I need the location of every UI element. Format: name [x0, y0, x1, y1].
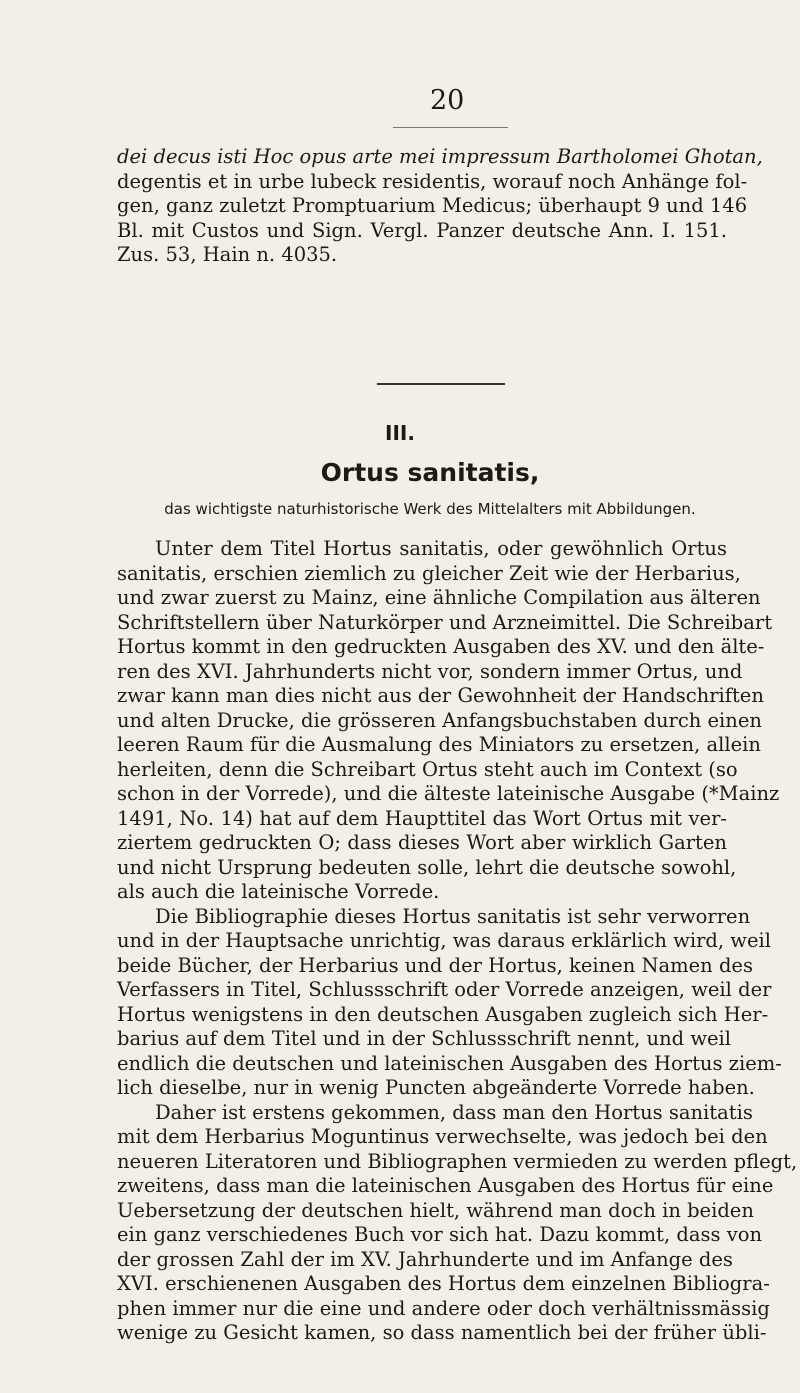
- body-line: als auch die lateinische Vorrede.: [117, 880, 440, 903]
- body-line: Verfassers in Titel, Schlussschrift oder Vorrede anzeigen, weil der: [117, 978, 772, 1001]
- intro-line: Zus. 53, Hain n. 4035.: [117, 243, 338, 266]
- intro-paragraph: [117, 145, 763, 268]
- page-number-rule: [393, 127, 508, 128]
- body-line: endlich die deutschen und lateinischen Ausgaben des Hortus ziem-: [117, 1051, 782, 1075]
- body-line: barius auf dem Titel und in der Schlussschrift nennt, und weil: [117, 1027, 732, 1050]
- body-line: Hortus kommt in den gedruckten Ausgaben des XV. und den älte-: [117, 635, 765, 658]
- body-line: und nicht Ursprung bedeuten solle, lehrt die deutsche sowohl,: [117, 855, 737, 879]
- body-line: Unter dem Titel Hortus sanitatis, oder gewöhnlich Ortus: [155, 537, 727, 560]
- intro-line: gen, ganz zuletzt Promptuarium Medicus; überhaupt 9 und 146: [117, 194, 748, 217]
- body-line: zwar kann man dies nicht aus der Gewohnheit der Handschriften: [117, 684, 764, 707]
- intro-line: degentis et in urbe lubeck residentis, worauf noch Anhänge fol-: [117, 169, 748, 193]
- body-line: wenige zu Gesicht kamen, so dass namentlich bei der früher übli-: [117, 1321, 767, 1344]
- body-line: Die Bibliographie dieses Hortus sanitatis ist sehr verworren: [155, 904, 751, 928]
- body-line: und alten Drucke, die grösseren Anfangsbuchstaben durch einen: [117, 708, 762, 732]
- body-line: ein ganz verschiedenes Buch vor sich hat. Dazu kommt, dass von: [117, 1223, 763, 1246]
- body-line: sanitatis, erschien ziemlich zu gleicher Zeit wie der Herbarius,: [117, 561, 741, 585]
- section-subtitle: das wichtigste naturhistorische Werk des Mittelalters mit Abbildungen.: [164, 500, 696, 518]
- section-title: Ortus sanitatis,: [320, 458, 540, 487]
- intro-line: Bl. mit Custos und Sign. Vergl. Panzer deutsche Ann. I. 151.: [117, 218, 727, 242]
- body-line: beide Bücher, der Herbarius und der Hortus, keinen Namen des: [117, 953, 753, 977]
- body-line: zweitens, dass man die lateinischen Ausgaben des Hortus für eine: [117, 1174, 774, 1197]
- body-line: leeren Raum für die Ausmalung des Miniators zu ersetzen, allein: [117, 733, 761, 756]
- body-line: XVI. erschienenen Ausgaben des Hortus dem einzelnen Bibliogra-: [117, 1272, 770, 1295]
- body-line: und zwar zuerst zu Mainz, eine ähnliche Compilation aus älteren: [117, 586, 761, 609]
- page-number: 20: [430, 85, 465, 116]
- body-line: Hortus wenigstens in den deutschen Ausgaben zugleich sich Her-: [117, 1002, 769, 1026]
- body-line: 1491, No. 14) hat auf dem Haupttitel das Wort Ortus mit ver-: [117, 806, 727, 830]
- body-line: lich dieselbe, nur in wenig Puncten abgeänderte Vorrede haben.: [117, 1076, 755, 1099]
- body-line: schon in der Vorrede), und die älteste lateinische Ausgabe (*Mainz: [117, 782, 780, 805]
- body-line: Daher ist erstens gekommen, dass man den Hortus sanitatis: [155, 1100, 753, 1124]
- intro-line: [117, 145, 763, 170]
- body-line: neueren Literatoren und Bibliographen vermieden zu werden pflegt,: [117, 1149, 798, 1173]
- body-line: herleiten, denn die Schreibart Ortus steht auch im Context (so: [117, 757, 738, 781]
- body-line: Schriftstellern über Naturkörper und Arzneimittel. Die Schreibart: [117, 610, 773, 634]
- body-line: Uebersetzung der deutschen hielt, während man doch in beiden: [117, 1198, 754, 1222]
- section-number: III.: [385, 421, 415, 445]
- body-line: der grossen Zahl der im XV. Jahrhunderte und im Anfange des: [117, 1247, 733, 1271]
- body-line: mit dem Herbarius Moguntinus verwechselte, was jedoch bei den: [117, 1125, 768, 1148]
- body-line: und in der Hauptsache unrichtig, was daraus erklärlich wird, weil: [117, 929, 771, 952]
- body-text: [117, 537, 798, 1346]
- body-line: ziertem gedruckten O; dass dieses Wort aber wirklich Garten: [117, 831, 727, 854]
- body-line: phen immer nur die eine und andere oder doch verhältnissmässig: [117, 1296, 770, 1320]
- body-line: ren des XVI. Jahrhunderts nicht vor, sondern immer Ortus, und: [117, 659, 743, 683]
- section-divider: [377, 383, 505, 385]
- intro-line-segment: dei decus isti Hoc opus arte mei impressum Bartholomei Ghotan,: [117, 145, 763, 168]
